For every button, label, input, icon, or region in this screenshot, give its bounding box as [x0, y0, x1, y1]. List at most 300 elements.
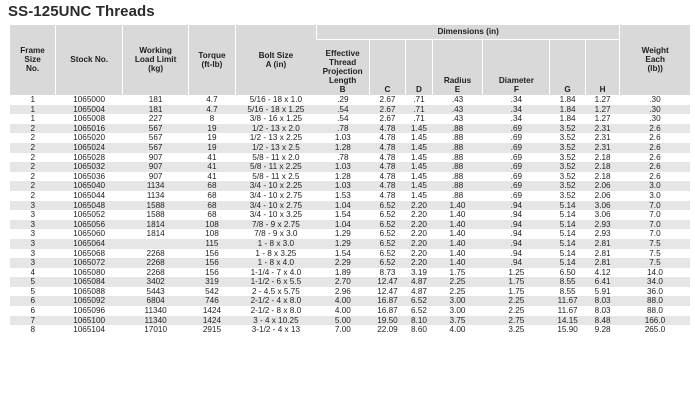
- cell-stock: 1065040: [56, 181, 123, 191]
- cell-bolt: 1 - 8 x 3.25: [235, 249, 316, 259]
- cell-g: 3.52: [550, 162, 586, 172]
- cell-frame: 2: [10, 124, 56, 134]
- cell-radius: .88: [432, 191, 483, 201]
- cell-wll: 227: [123, 114, 189, 124]
- cell-weight: .30: [620, 114, 690, 124]
- cell-stock: 1065028: [56, 153, 123, 163]
- table-row: [10, 220, 690, 230]
- cell-bolt: 1-1/2 - 6 x 5.5: [235, 277, 316, 287]
- cell-c: 6.52: [369, 201, 406, 211]
- cell-radius: 1.40: [432, 220, 483, 230]
- cell-bolt: 1 - 8 x 4.0: [235, 258, 316, 268]
- table-row: [10, 268, 690, 278]
- cell-g: 3.52: [550, 181, 586, 191]
- cell-h: 1.27: [585, 114, 620, 124]
- cell-torque: 2915: [189, 325, 236, 335]
- cell-d: 2.20: [406, 249, 432, 259]
- cell-g: 5.14: [550, 258, 586, 268]
- cell-diameter: .69: [483, 162, 550, 172]
- cell-diameter: .34: [483, 95, 550, 105]
- cell-c: 4.78: [369, 143, 406, 153]
- cell-h: 4.12: [585, 268, 620, 278]
- cell-frame: 1: [10, 114, 56, 124]
- cell-g: 15.90: [550, 325, 586, 335]
- cell-weight: 7.5: [620, 249, 690, 259]
- cell-etpl: 4.00: [316, 296, 369, 306]
- cell-torque: 4.7: [189, 95, 236, 105]
- cell-h: 2.06: [585, 181, 620, 191]
- col-header-diameter: Diameter F: [483, 40, 550, 96]
- cell-radius: 2.25: [432, 277, 483, 287]
- col-header-frame: Frame Size No.: [10, 25, 56, 95]
- cell-wll: 2268: [123, 268, 189, 278]
- cell-g: 3.52: [550, 172, 586, 182]
- table-row: [10, 124, 690, 134]
- cell-torque: 19: [189, 133, 236, 143]
- cell-diameter: .69: [483, 143, 550, 153]
- cell-diameter: 2.25: [483, 296, 550, 306]
- cell-g: 5.14: [550, 210, 586, 220]
- cell-etpl: 1.04: [316, 201, 369, 211]
- cell-wll: 907: [123, 172, 189, 182]
- cell-h: 3.06: [585, 201, 620, 211]
- cell-diameter: .69: [483, 153, 550, 163]
- cell-torque: 108: [189, 229, 236, 239]
- cell-weight: 2.6: [620, 162, 690, 172]
- cell-stock: 1065060: [56, 229, 123, 239]
- cell-c: 2.67: [369, 114, 406, 124]
- table-row: [10, 191, 690, 201]
- col-header-d: D: [406, 40, 432, 96]
- cell-torque: 41: [189, 162, 236, 172]
- cell-diameter: .34: [483, 114, 550, 124]
- cell-stock: 1065104: [56, 325, 123, 335]
- cell-wll: 17010: [123, 325, 189, 335]
- cell-weight: 3.0: [620, 191, 690, 201]
- cell-c: 6.52: [369, 210, 406, 220]
- cell-bolt: 2-1/2 - 8 x 8.0: [235, 306, 316, 316]
- cell-h: 2.31: [585, 133, 620, 143]
- table-row: [10, 95, 690, 105]
- cell-h: 3.06: [585, 210, 620, 220]
- cell-wll: 2268: [123, 249, 189, 259]
- col-header-stock: Stock No.: [56, 25, 123, 95]
- cell-stock: 1065084: [56, 277, 123, 287]
- cell-stock: 1065080: [56, 268, 123, 278]
- cell-h: 2.31: [585, 143, 620, 153]
- cell-c: 16.87: [369, 296, 406, 306]
- cell-etpl: 2.29: [316, 258, 369, 268]
- cell-bolt: 3/4 - 10 x 2.75: [235, 201, 316, 211]
- cell-frame: 1: [10, 95, 56, 105]
- table-row: [10, 172, 690, 182]
- cell-bolt: 5/8 - 11 x 2.5: [235, 172, 316, 182]
- cell-torque: 19: [189, 124, 236, 134]
- cell-d: 2.20: [406, 239, 432, 249]
- col-header-radius: Radius E: [432, 40, 483, 96]
- cell-diameter: .94: [483, 201, 550, 211]
- cell-diameter: .94: [483, 229, 550, 239]
- cell-diameter: 1.75: [483, 287, 550, 297]
- cell-diameter: .69: [483, 124, 550, 134]
- cell-c: 2.67: [369, 95, 406, 105]
- cell-diameter: 1.25: [483, 268, 550, 278]
- cell-g: 5.14: [550, 201, 586, 211]
- cell-bolt: 3/4 - 10 x 3.25: [235, 210, 316, 220]
- col-header-working-load-limit: Working Load Limit (kg): [123, 25, 189, 95]
- cell-weight: 2.6: [620, 133, 690, 143]
- cell-wll: 1588: [123, 201, 189, 211]
- cell-c: 4.78: [369, 191, 406, 201]
- cell-frame: 3: [10, 201, 56, 211]
- cell-c: 8.73: [369, 268, 406, 278]
- cell-etpl: 2.96: [316, 287, 369, 297]
- cell-c: 6.52: [369, 229, 406, 239]
- cell-h: 2.81: [585, 239, 620, 249]
- table-row: [10, 181, 690, 191]
- cell-c: 4.78: [369, 162, 406, 172]
- cell-wll: 1588: [123, 210, 189, 220]
- cell-bolt: 1-1/4 - 7 x 4.0: [235, 268, 316, 278]
- cell-h: 2.93: [585, 229, 620, 239]
- cell-bolt: 2-1/2 - 4 x 8.0: [235, 296, 316, 306]
- cell-d: 8.60: [406, 325, 432, 335]
- cell-bolt: 1/2 - 13 x 2.0: [235, 124, 316, 134]
- cell-etpl: 2.70: [316, 277, 369, 287]
- cell-g: 5.14: [550, 229, 586, 239]
- cell-d: 3.19: [406, 268, 432, 278]
- cell-radius: 1.40: [432, 249, 483, 259]
- table-row: [10, 153, 690, 163]
- table-row: [10, 133, 690, 143]
- cell-g: 5.14: [550, 249, 586, 259]
- table-row: [10, 258, 690, 268]
- cell-radius: 1.40: [432, 258, 483, 268]
- cell-d: 1.45: [406, 133, 432, 143]
- cell-d: 2.20: [406, 210, 432, 220]
- cell-frame: 3: [10, 258, 56, 268]
- cell-torque: 746: [189, 296, 236, 306]
- cell-diameter: 2.75: [483, 316, 550, 326]
- cell-weight: 7.0: [620, 229, 690, 239]
- cell-etpl: 1.04: [316, 220, 369, 230]
- cell-diameter: .69: [483, 191, 550, 201]
- cell-h: 2.06: [585, 191, 620, 201]
- cell-stock: 1065056: [56, 220, 123, 230]
- cell-frame: 7: [10, 316, 56, 326]
- col-header-c: C: [369, 40, 406, 96]
- cell-d: 1.45: [406, 153, 432, 163]
- cell-weight: 34.0: [620, 277, 690, 287]
- cell-radius: .88: [432, 153, 483, 163]
- cell-etpl: 1.03: [316, 133, 369, 143]
- cell-etpl: 5.00: [316, 316, 369, 326]
- cell-etpl: 1.29: [316, 229, 369, 239]
- cell-stock: 1065072: [56, 258, 123, 268]
- cell-radius: 1.40: [432, 210, 483, 220]
- col-header-bolt-size: Bolt Size A (in): [235, 25, 316, 95]
- cell-stock: 1065004: [56, 105, 123, 115]
- cell-d: 6.52: [406, 306, 432, 316]
- cell-etpl: 7.00: [316, 325, 369, 335]
- cell-c: 6.52: [369, 220, 406, 230]
- cell-c: 6.52: [369, 239, 406, 249]
- cell-d: 2.20: [406, 258, 432, 268]
- table-row: [10, 210, 690, 220]
- cell-frame: 3: [10, 220, 56, 230]
- cell-wll: 567: [123, 124, 189, 134]
- cell-frame: 3: [10, 210, 56, 220]
- table-row: [10, 249, 690, 259]
- cell-g: 8.55: [550, 277, 586, 287]
- cell-torque: 1424: [189, 306, 236, 316]
- cell-torque: 156: [189, 258, 236, 268]
- cell-etpl: .78: [316, 153, 369, 163]
- cell-radius: .88: [432, 172, 483, 182]
- cell-stock: 1065044: [56, 191, 123, 201]
- cell-wll: 181: [123, 105, 189, 115]
- cell-diameter: .94: [483, 220, 550, 230]
- cell-h: 2.93: [585, 220, 620, 230]
- cell-wll: 5443: [123, 287, 189, 297]
- cell-h: 8.03: [585, 306, 620, 316]
- col-header-weight: Weight Each (lb)): [620, 25, 690, 95]
- cell-g: 3.52: [550, 124, 586, 134]
- cell-h: 1.27: [585, 105, 620, 115]
- cell-g: 3.52: [550, 143, 586, 153]
- cell-weight: 36.0: [620, 287, 690, 297]
- cell-diameter: .69: [483, 172, 550, 182]
- cell-c: 16.87: [369, 306, 406, 316]
- cell-stock: 1065000: [56, 95, 123, 105]
- cell-wll: 2268: [123, 258, 189, 268]
- cell-torque: 156: [189, 249, 236, 259]
- cell-weight: 14.0: [620, 268, 690, 278]
- cell-d: 1.45: [406, 124, 432, 134]
- cell-wll: 907: [123, 153, 189, 163]
- cell-weight: 7.5: [620, 239, 690, 249]
- cell-diameter: 2.25: [483, 306, 550, 316]
- cell-weight: 88.0: [620, 296, 690, 306]
- cell-wll: [123, 239, 189, 249]
- cell-d: 1.45: [406, 162, 432, 172]
- table-row: [10, 316, 690, 326]
- table-body: [10, 95, 690, 335]
- col-header-g: G: [550, 40, 586, 96]
- cell-radius: .88: [432, 143, 483, 153]
- cell-torque: 41: [189, 172, 236, 182]
- cell-torque: 319: [189, 277, 236, 287]
- table-row: [10, 277, 690, 287]
- cell-h: 2.81: [585, 258, 620, 268]
- table-row: [10, 105, 690, 115]
- table-row: [10, 239, 690, 249]
- cell-wll: 181: [123, 95, 189, 105]
- cell-h: 2.18: [585, 162, 620, 172]
- cell-d: 1.45: [406, 143, 432, 153]
- cell-frame: 2: [10, 172, 56, 182]
- cell-wll: 907: [123, 162, 189, 172]
- cell-h: 2.31: [585, 124, 620, 134]
- cell-stock: 1065096: [56, 306, 123, 316]
- cell-wll: 11340: [123, 306, 189, 316]
- cell-stock: 1065052: [56, 210, 123, 220]
- cell-c: 4.78: [369, 133, 406, 143]
- cell-torque: 19: [189, 143, 236, 153]
- cell-d: .71: [406, 114, 432, 124]
- cell-bolt: 3-1/2 - 4 x 13: [235, 325, 316, 335]
- col-header-h: H: [585, 40, 620, 96]
- cell-frame: 6: [10, 306, 56, 316]
- cell-d: 4.87: [406, 287, 432, 297]
- cell-d: 2.20: [406, 220, 432, 230]
- cell-torque: 108: [189, 220, 236, 230]
- cell-diameter: .69: [483, 181, 550, 191]
- cell-torque: 4.7: [189, 105, 236, 115]
- cell-bolt: 2 - 4.5 x 5.75: [235, 287, 316, 297]
- cell-frame: 1: [10, 105, 56, 115]
- table-row: [10, 287, 690, 297]
- cell-etpl: .54: [316, 114, 369, 124]
- cell-g: 14.15: [550, 316, 586, 326]
- cell-radius: .88: [432, 133, 483, 143]
- cell-bolt: 5/8 - 11 x 2.0: [235, 153, 316, 163]
- cell-stock: 1065024: [56, 143, 123, 153]
- cell-diameter: 1.75: [483, 277, 550, 287]
- cell-radius: 2.25: [432, 287, 483, 297]
- cell-g: 11.67: [550, 306, 586, 316]
- cell-frame: 5: [10, 287, 56, 297]
- page-title: SS-125UNC Threads: [8, 3, 155, 20]
- cell-frame: 8: [10, 325, 56, 335]
- cell-c: 22.09: [369, 325, 406, 335]
- table-row: [10, 306, 690, 316]
- cell-bolt: 3/4 - 10 x 2.75: [235, 191, 316, 201]
- cell-radius: .88: [432, 181, 483, 191]
- cell-bolt: 7/8 - 9 x 2.75: [235, 220, 316, 230]
- cell-h: 8.03: [585, 296, 620, 306]
- cell-h: 8.48: [585, 316, 620, 326]
- cell-weight: 7.5: [620, 258, 690, 268]
- cell-torque: 115: [189, 239, 236, 249]
- cell-diameter: .34: [483, 105, 550, 115]
- cell-etpl: .29: [316, 95, 369, 105]
- table-row: [10, 162, 690, 172]
- cell-stock: 1065032: [56, 162, 123, 172]
- table-row: [10, 114, 690, 124]
- cell-c: 6.52: [369, 258, 406, 268]
- cell-frame: 2: [10, 133, 56, 143]
- cell-c: 4.78: [369, 124, 406, 134]
- dimensions-group-header: Dimensions (in): [316, 25, 619, 40]
- cell-stock: 1065092: [56, 296, 123, 306]
- cell-g: 3.52: [550, 133, 586, 143]
- cell-g: 1.84: [550, 95, 586, 105]
- cell-g: 1.84: [550, 114, 586, 124]
- col-header-effective-thread: Effective Thread Projection Length B: [316, 40, 369, 96]
- cell-torque: 156: [189, 268, 236, 278]
- cell-frame: 4: [10, 268, 56, 278]
- cell-stock: 1065068: [56, 249, 123, 259]
- cell-weight: 166.0: [620, 316, 690, 326]
- cell-wll: 3402: [123, 277, 189, 287]
- cell-torque: 68: [189, 210, 236, 220]
- cell-h: 2.81: [585, 249, 620, 259]
- cell-wll: 1134: [123, 191, 189, 201]
- cell-radius: 1.40: [432, 239, 483, 249]
- cell-wll: 1134: [123, 181, 189, 191]
- cell-d: .71: [406, 105, 432, 115]
- cell-wll: 11340: [123, 316, 189, 326]
- cell-etpl: .54: [316, 105, 369, 115]
- cell-etpl: 1.54: [316, 249, 369, 259]
- cell-frame: 5: [10, 277, 56, 287]
- cell-etpl: .78: [316, 124, 369, 134]
- cell-stock: 1065100: [56, 316, 123, 326]
- table-row: [10, 296, 690, 306]
- cell-diameter: .94: [483, 239, 550, 249]
- cell-c: 6.52: [369, 249, 406, 259]
- cell-bolt: 3/8 - 16 x 1.25: [235, 114, 316, 124]
- cell-weight: 265.0: [620, 325, 690, 335]
- cell-c: 2.67: [369, 105, 406, 115]
- cell-stock: 1065008: [56, 114, 123, 124]
- cell-diameter: .94: [483, 210, 550, 220]
- cell-bolt: 3/4 - 10 x 2.25: [235, 181, 316, 191]
- cell-c: 4.78: [369, 181, 406, 191]
- cell-frame: 3: [10, 249, 56, 259]
- cell-diameter: .94: [483, 258, 550, 268]
- cell-frame: 3: [10, 239, 56, 249]
- cell-radius: .88: [432, 124, 483, 134]
- table-row: [10, 201, 690, 211]
- cell-radius: .43: [432, 114, 483, 124]
- cell-d: 2.20: [406, 229, 432, 239]
- cell-radius: 4.00: [432, 325, 483, 335]
- cell-torque: 68: [189, 191, 236, 201]
- cell-bolt: 1/2 - 13 x 2.5: [235, 143, 316, 153]
- cell-radius: 1.40: [432, 229, 483, 239]
- cell-g: 11.67: [550, 296, 586, 306]
- cell-h: 9.28: [585, 325, 620, 335]
- cell-stock: 1065036: [56, 172, 123, 182]
- cell-h: 2.18: [585, 172, 620, 182]
- cell-frame: 2: [10, 162, 56, 172]
- cell-frame: 2: [10, 153, 56, 163]
- cell-wll: 567: [123, 143, 189, 153]
- cell-etpl: 1.28: [316, 172, 369, 182]
- cell-g: 8.55: [550, 287, 586, 297]
- cell-d: 6.52: [406, 296, 432, 306]
- cell-g: 5.14: [550, 220, 586, 230]
- cell-bolt: 1 - 8 x 3.0: [235, 239, 316, 249]
- cell-g: 5.14: [550, 239, 586, 249]
- cell-d: 1.45: [406, 172, 432, 182]
- cell-weight: 2.6: [620, 143, 690, 153]
- cell-frame: 2: [10, 143, 56, 153]
- cell-h: 1.27: [585, 95, 620, 105]
- table-row: [10, 325, 690, 335]
- cell-frame: 2: [10, 181, 56, 191]
- cell-etpl: 1.53: [316, 191, 369, 201]
- cell-h: 2.18: [585, 153, 620, 163]
- cell-wll: 1814: [123, 220, 189, 230]
- cell-etpl: 1.03: [316, 181, 369, 191]
- cell-d: 2.20: [406, 201, 432, 211]
- cell-torque: 68: [189, 201, 236, 211]
- cell-d: 1.45: [406, 181, 432, 191]
- table-row: [10, 143, 690, 153]
